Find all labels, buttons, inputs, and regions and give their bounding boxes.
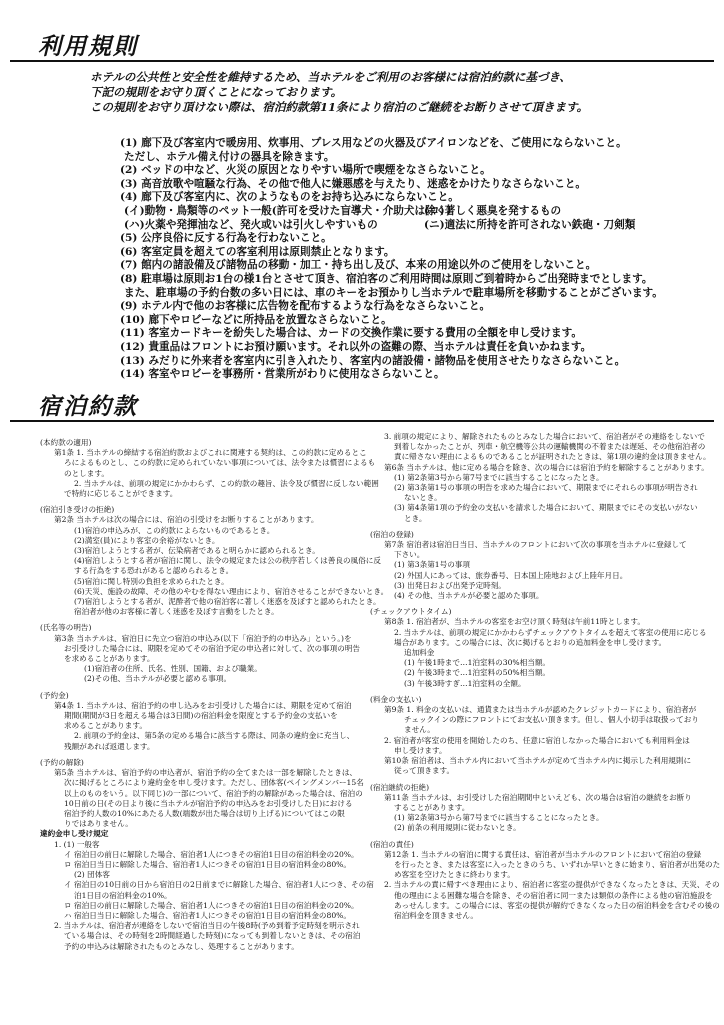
- rule-subitem: (ニ)適法に所持を許可されない鉄砲・刀剣類: [424, 218, 636, 231]
- article-line: ている場合は、その時刻を2時間経過した時刻)になっても到着しないときは、その宿泊: [64, 931, 361, 941]
- article-line: ろによるものとし、この約款に定められていない事項については、法令または慣習によるも: [64, 458, 376, 468]
- article-line: 第10条 宿泊者は、当ホテル内において当ホテルが定めて当ホテル内に掲示した利用規則に: [384, 756, 692, 766]
- article-line: 2. 当ホテルは、宿泊者が連絡をしないで宿泊当日の午後8時(予め到着予定時刻を明示され: [54, 921, 360, 931]
- rule-item: (5) 公序良俗に反する行為を行わないこと。: [120, 232, 332, 245]
- article-line: 2. 当ホテルは、前項の規定にかかわらず、この約款の趣旨、法令及び慣習に反しない範囲: [74, 478, 379, 488]
- article-line: ません。: [404, 725, 435, 735]
- article-heading: (本約款の適用): [40, 438, 92, 447]
- article-heading: (氏名等の明告): [40, 623, 92, 633]
- article-line: (1)宿泊の申込みが、この約款によらないものであるとき。: [74, 525, 275, 535]
- article-line: 残額があれば返還します。: [64, 741, 155, 751]
- rule-subitem: (ハ)火薬や発揮油など、発火或いは引火しやすいもの: [124, 218, 378, 231]
- article-line: 第4条 1. 当ホテルは、宿泊予約の申し込みをお引受けした場合には、期限を定めて宿泊: [54, 700, 352, 710]
- article-line: 期間(期間が3日を超える場合は3日間)の宿泊料金を限度とする予約金の支払いを: [64, 711, 338, 721]
- rule-item: [90, 219, 710, 233]
- rule-item: また、駐車場の予約台数の多い日には、車のキーをお預かりし当ホテルで駐車場所を移動することがございます。: [124, 286, 663, 299]
- article-line: 以上のものをいう。以下同じ)の一部について、宿泊予約の解除があった場合は、宿泊の: [64, 788, 363, 798]
- article-line: (2) 外国人にあっては、旅券番号、日本国上陸地および上陸年月日。: [394, 570, 628, 580]
- article-line: 到着しなかったことが、列車・航空機等公共の運輸機関の不着または遅延、その他宿泊者の: [394, 442, 706, 452]
- article-line: イ 宿泊日の10日前の日から宿泊日の2日前までに解除した場合、宿泊者1人につき、その宿: [64, 880, 374, 890]
- article-line: 予約の申込みは解除されたものとみなし、処理することがあります。: [64, 941, 299, 951]
- article-line: 泊1日目の宿泊料金の10%。: [74, 890, 172, 900]
- usage-rules-list: [90, 137, 710, 382]
- article-heading: (宿泊継続の拒絶): [370, 782, 430, 792]
- article-line: (1) 第2条第3号から第7号までに該当することになったとき。: [394, 813, 604, 823]
- article-line: (1)宿泊者の住所、氏名、性別、国籍、および職業。: [84, 664, 262, 674]
- article-line: (5)宿泊に関し特別の負担を求められたとき。: [74, 576, 229, 586]
- rule-item: ただし、ホテル備え付けの器具を除きます。: [124, 150, 335, 163]
- intro-line: この規則をお守り頂けない際は、宿泊約款第11条により宿泊のご継続をお断りさせて頂きます。: [90, 100, 589, 114]
- terms-title: 宿泊約款: [38, 393, 138, 420]
- article-line: 宿泊予約人数の10%にあたる人数(端数が出た場合は切り上げる)についてはこの限: [64, 808, 345, 818]
- article-line: 第3条 当ホテルは、宿泊日に先立つ宿泊の申込み(以下「宿泊予約の申込み」という。)を: [54, 633, 352, 643]
- article-line: 求めることがあります。: [64, 721, 147, 731]
- terms-left-column: [40, 432, 389, 952]
- article-line: (6)天災、施設の故障、その他のやむを得ない理由により、宿泊させることができないとき。: [74, 586, 389, 596]
- article-line: 追加料金: [404, 648, 435, 658]
- rule-item: (7) 館内の諸設備及び諸物品の移動・加工・持ち出し及び、本来の用途以外のご使用をしないこと。: [120, 259, 597, 272]
- article-line: を求めることがあります。: [64, 654, 155, 664]
- article-line: 場合があります。この場合には、次に掲げるとおりの追加料金を申し受けます。: [394, 637, 667, 647]
- article-line: 2. 前項の予約金は、第5条の定める場合に該当する際は、同条の違約金に充当し、: [74, 731, 355, 741]
- terms-right-column: [370, 432, 721, 921]
- rule-item: (1) 廊下及び客室内で暖房用、炊事用、プレス用などの火器及びアイロンなどを、ご使用にならないこと。: [120, 137, 627, 149]
- article-line: (2) 団体客: [74, 870, 110, 880]
- article-line: ロ 宿泊日当日に解除した場合、宿泊者1人につきその宿泊1日目の宿泊料金の80%。: [64, 859, 351, 869]
- article-line: 1. (1) 一般客: [54, 839, 100, 849]
- rule-item: (6) 客室定員を超えての客室利用は原則禁止となります。: [120, 245, 395, 258]
- article-line: め客室を空けたときに終わります。: [394, 870, 515, 880]
- article-line: ハ 宿泊日当日に解除した場合、宿泊者1人につきその宿泊1日目の宿泊料金の80%。: [64, 910, 351, 920]
- rule-item: (10) 廊下やロビーなどに所持品を放置なさらないこと。: [120, 313, 392, 326]
- article-heading: (宿泊の責任): [370, 839, 414, 849]
- article-line: (2)満室(員)により客室の余裕がないとき。: [74, 535, 220, 545]
- rule-item: (4) 廊下及び客室内に、次のようなものをお持ち込みにならないこと。: [120, 191, 459, 204]
- article-line: (1) 第2条第3号から第7号までに該当することになったとき。: [394, 472, 604, 482]
- article-line: することがあります。: [394, 802, 470, 812]
- article-line: 第12条 1. 当ホテルの宿泊に関する責任は、宿泊者が当ホテルのフロントにおいて宿泊の登録: [384, 849, 702, 859]
- article-line: 宿泊者が他のお客様に著しく迷惑を及ぼす言動をしたとき。: [74, 607, 279, 617]
- rule-subitem: (ロ)著しく悪臭を発するもの: [424, 204, 562, 217]
- article-line: (4)宿泊しようとする者が宿泊に関し、法令の規定または公の秩序若しくは善良の風俗に反: [74, 556, 381, 566]
- article-line: 申し受けます。: [394, 745, 447, 755]
- article-line: 3. 前項の規定により、解除されたものとみなした場合において、宿泊者がその連絡をしないで: [384, 432, 705, 441]
- article-line: りではありません。: [64, 819, 133, 829]
- rule-item: (13) みだりに外来者を客室内に引き入れたり、客室内の諸設備・諸物品を使用させたりなさらないこと。: [120, 354, 626, 367]
- article-line: (2)その他、当ホテルが必要と認める事項。: [84, 674, 232, 684]
- article-line: (3)宿泊しようとする者が、伝染病者であると明らかに認められるとき。: [74, 546, 320, 556]
- article-line: (2) 第3条第1号の事項の明告を求めた場合において、期限までにそれらの事項が明告され: [394, 483, 698, 493]
- article-line: 第7条 宿泊者は宿泊日当日、当ホテルのフロントにおいて次の事項を当ホテルに登録して: [384, 540, 687, 550]
- article-line: とき。: [404, 513, 427, 523]
- article-line: 第9条 1. 料金の支払いは、通貨または当ホテルが認めたクレジットカードにより、宿泊者が: [384, 705, 697, 715]
- article-line: 第1条 1. 当ホテルの締結する宿泊約款およびこれに関連する契約は、この約款に定めるとこ: [54, 448, 367, 458]
- article-line: 違約金申し受け規定: [40, 829, 109, 839]
- article-heading: (予約の解除): [40, 757, 84, 767]
- article-line: 他の理由による困難な場合を除き、その宿泊者に同一または類似の条件による他の宿泊施設を: [394, 890, 713, 900]
- title-divider: [10, 420, 714, 422]
- article-line: (7)宿泊しようとする者が、泥酔者で他の宿泊客に著しく迷惑を及ぼすと認められたとき。: [74, 597, 381, 607]
- article-line: 10日前の日(その日より後に当ホテルが宿泊予約の申込みをお引受けした日)における: [64, 798, 353, 808]
- article-heading: (チェックアウトタイム): [370, 607, 452, 617]
- article-line: 下さい。: [394, 550, 425, 560]
- rule-item: (3) 高音放歌や喧騒な行為、その他で他人に嫌悪感を与えたり、迷惑をかけたりなさらないこと。: [120, 177, 587, 190]
- article-line: で特約に応じることができます。: [64, 489, 178, 499]
- article-line: (1) 午後1時まで…1泊室料の30%相当額。: [404, 658, 551, 668]
- article-line: 責に帰さない理由によるものであることが証明されたときは、第1項の違約金は頂きません。: [394, 452, 711, 462]
- article-heading: (予約金): [40, 690, 69, 700]
- rule-item: (2) ベッドの中など、火災の原因となりやすい場所で喫煙をなさらないこと。: [120, 164, 491, 177]
- article-line: ないとき。: [404, 493, 442, 503]
- article-line: 2. 宿泊者が客室の使用を開始したのち、任意に宿泊しなかった場合においても利用料金は: [384, 735, 690, 745]
- article-line: 従って頂きます。: [394, 766, 455, 776]
- article-line: のとします。: [64, 468, 109, 478]
- title-divider: [10, 60, 714, 62]
- usage-rules-intro: [90, 70, 690, 115]
- rule-item: (11) 客室カードキーを紛失した場合は、カードの交換作業に要する費用の全額を申し受けます。: [120, 327, 582, 340]
- rule-item: (14) 客室やロビーを事務所・営業所がわりに使用なさらないこと。: [120, 368, 445, 381]
- article-line: あっせんします。この場合には、客室の提供が解約できなくなった日の宿泊料金を含むその後の: [394, 900, 720, 910]
- article-heading: (料金の支払い): [370, 694, 422, 704]
- article-line: (3) 午後3時すぎ…1泊室料の全額。: [404, 678, 526, 688]
- rule-item: (9) ホテル内で他のお客様に広告物を配布するような行為をなさらないこと。: [120, 300, 491, 313]
- article-line: 2. 当ホテルの責に帰すべき理由により、宿泊者に客室の提供ができなくなったときは、天災、その: [384, 880, 720, 890]
- article-heading: (宿泊の登録): [370, 529, 414, 539]
- article-line: 2. 当ホテルは、前項の規定にかかわらずチェックアウトタイムを超えて客室の使用に応じる: [394, 627, 707, 637]
- article-line: チェックインの際にフロントにてお支払い頂きます。但し、個人小切手は取扱っており: [404, 715, 699, 725]
- article-line: 次に掲げるところにより違約金を申し受けます。ただし、団体客(ペイングメンバー15名: [64, 778, 364, 788]
- article-line: 第6条 当ホテルは、他に定める場合を除き、次の場合には宿泊予約を解除することがあります。: [384, 462, 709, 472]
- article-line: 第8条 1. 宿泊者が、当ホテルの客室をお空け頂く時刻は午前11時とします。: [384, 617, 645, 627]
- article-line: イ 宿泊日の前日に解除した場合、宿泊者1人につきその宿泊1日目の宿泊料金の20%。: [64, 849, 359, 859]
- rule-item: (12) 貴重品はフロントにお預け願います。それ以外の盗難の際、当ホテルは責任を負いかねます。: [120, 340, 592, 353]
- article-line: (2) 前条の利用規則に従わないとき。: [394, 823, 521, 833]
- article-line: 第2条 当ホテルは次の場合には、宿泊の引受けをお断りすることがあります。: [54, 515, 319, 525]
- usage-rules-title: 利用規則: [38, 33, 138, 60]
- article-line: (2) 午後3時まで…1泊室料の50%相当額。: [404, 668, 551, 678]
- article-line: 第5条 当ホテルは、宿泊予約の申込者が、宿泊予約の全てまたは一部を解除したときは、: [54, 768, 358, 778]
- article-line: (3) 第4条第1項の予約金の支払いを請求した場合において、期限までにその支払いがない: [394, 503, 698, 513]
- article-line: 第11条 当ホテルは、お引受けした宿泊期間中といえども、次の場合は宿泊の継続をお断り: [384, 792, 692, 802]
- article-line: 宿泊料金を頂きません。: [394, 910, 478, 920]
- rule-item: [90, 205, 710, 219]
- article-line: (1) 第3条第1号の事項: [394, 560, 470, 570]
- intro-line: ホテルの公共性と安全性を維持するため、当ホテルをご利用のお客様には宿泊約款に基づき、: [90, 70, 571, 84]
- rule-subitem: (イ)動物・鳥類等のペット一般(許可を受けた盲導犬・介助犬は除く): [124, 204, 452, 217]
- article-line: する行為をする恐れがあると認められるとき。: [74, 566, 234, 576]
- article-line: ロ 宿泊日の前日に解除した場合、宿泊者1人につきその宿泊1日目の宿泊料金の20%。: [64, 900, 359, 910]
- article-line: を行ったとき、または客室に入ったときのうち、いずれか早いときに始まり、宿泊者が出発のた: [394, 859, 721, 869]
- article-heading: (宿泊引き受けの拒絶): [40, 505, 115, 515]
- intro-line: 下記の規則をお守り頂くことになっております。: [90, 85, 343, 99]
- article-line: お引受けした場合には、期限を定めてその宿泊予定の申込者に対して、次の事項の明告: [64, 643, 360, 653]
- rule-item: (8) 駐車場は原則お1台の様1台とさせて頂き、宿泊客のご利用時間は原則ご到着時からご出発時までとします。: [120, 272, 653, 285]
- article-line: (4) その他、当ホテルが必要と認めた事項。: [394, 591, 544, 601]
- article-line: (3) 出発日および出発予定時刻。: [394, 580, 506, 590]
